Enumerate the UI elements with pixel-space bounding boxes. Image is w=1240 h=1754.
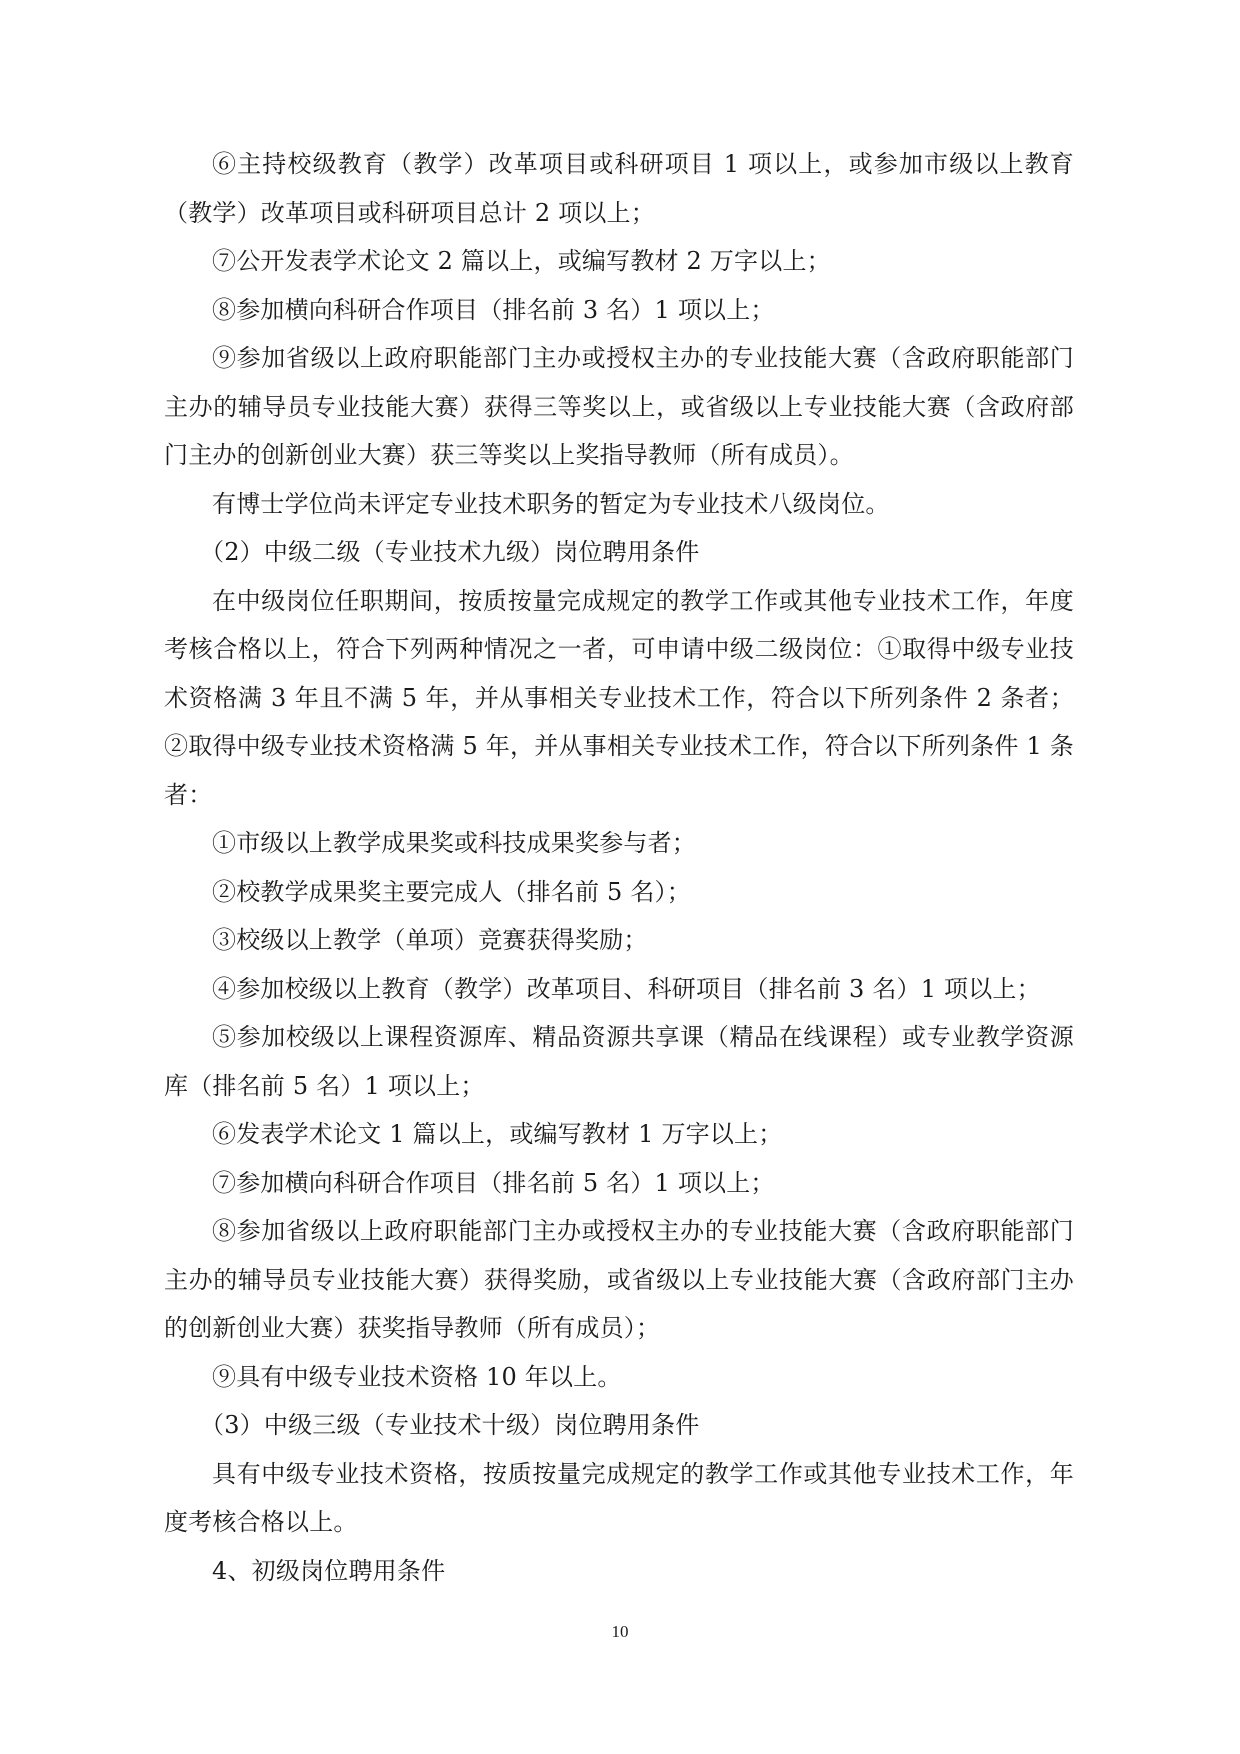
page-number: 10 xyxy=(611,1622,629,1641)
list-item: ④参加校级以上教育（教学）改革项目、科研项目（排名前 3 名）1 项以上； xyxy=(212,974,1041,1003)
body-paragraph: 具有中级专业技术资格，按质按量完成规定的教学工作或其他专业技术工作，年度考核合格以上。 xyxy=(164,1459,1074,1536)
section-heading: 4、初级岗位聘用条件 xyxy=(212,1556,446,1585)
list-item: ⑥发表学术论文 1 篇以上，或编写教材 1 万字以上； xyxy=(212,1120,783,1148)
list-item: ⑧参加横向科研合作项目（排名前 3 名）1 项以上； xyxy=(212,295,775,324)
section-heading: （3）中级三级（专业技术十级）岗位聘用条件 xyxy=(200,1411,700,1439)
list-item: ②校教学成果奖主要完成人（排名前 5 名）； xyxy=(212,877,691,906)
document-body xyxy=(164,140,1074,1595)
section-heading: （2）中级二级（专业技术九级）岗位聘用条件 xyxy=(200,538,700,566)
body-paragraph: 有博士学位尚未评定专业技术职务的暂定为专业技术八级岗位。 xyxy=(212,489,890,518)
list-item: ⑦公开发表学术论文 2 篇以上，或编写教材 2 万字以上； xyxy=(212,247,831,275)
list-item: ①市级以上教学成果奖或科技成果奖参与者； xyxy=(212,829,696,857)
list-item: ⑨参加省级以上政府职能部门主办或授权主办的专业技能大赛（含政府职能部门主办的辅导员专业技能大赛）获得三等奖以上，或省级以上专业技能大赛（含政府部门主办的创新创业大赛）获三等奖以上奖指导教师（所有成员）。 xyxy=(164,344,1074,469)
list-item: ⑨具有中级专业技术资格 10 年以上。 xyxy=(212,1362,622,1391)
list-item: ⑦参加横向科研合作项目（排名前 5 名）1 项以上； xyxy=(212,1168,775,1197)
list-item: ③校级以上教学（单项）竞赛获得奖励； xyxy=(212,926,648,954)
list-item: ⑧参加省级以上政府职能部门主办或授权主办的专业技能大赛（含政府职能部门主办的辅导员专业技能大赛）获得奖励，或省级以上专业技能大赛（含政府部门主办的创新创业大赛）获奖指导教师（所有成员）； xyxy=(164,1217,1074,1342)
list-item: ⑤参加校级以上课程资源库、精品资源共享课（精品在线课程）或专业教学资源库（排名前 5 名）1 项以上； xyxy=(164,1023,1074,1100)
list-item: ⑥主持校级教育（教学）改革项目或科研项目 1 项以上，或参加市级以上教育（教学）改革项目或科研项目总计 2 项以上； xyxy=(164,150,1074,227)
body-paragraph: 在中级岗位任职期间，按质按量完成规定的教学工作或其他专业技术工作，年度考核合格以上，符合下列两种情况之一者，可申请中级二级岗位：①取得中级专业技术资格满 3 年且不满 5 年，并从事相关专业技术工作，符合以下所列条件 2 条者；②取得中级专业技术资格满 5 年，并从事相关专业技术工作，符合以下所列条件 1 条者： xyxy=(164,586,1074,809)
